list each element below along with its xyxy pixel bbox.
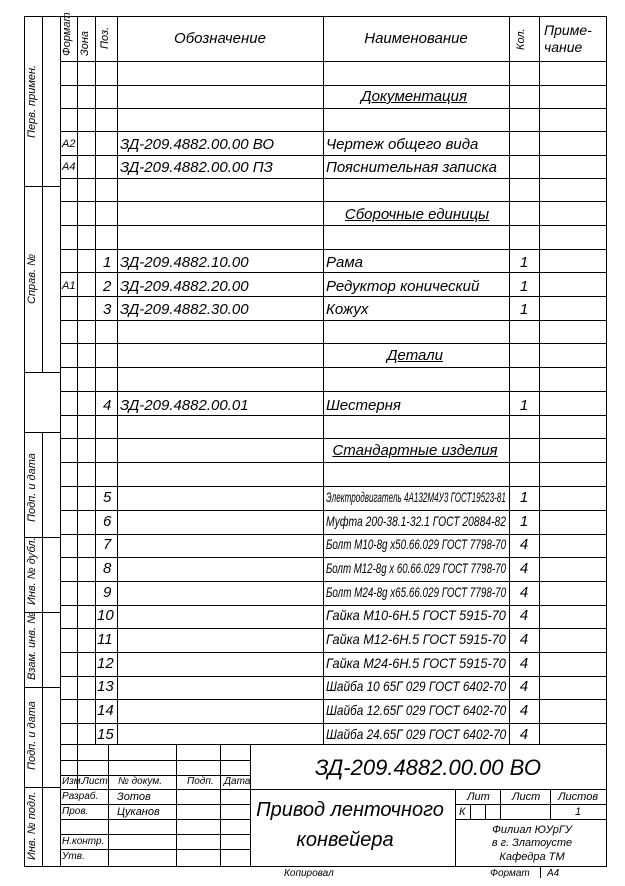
row-designation: ЗД-209.4882.00.00 ПЗ: [120, 159, 273, 176]
row-name: Болт М10-8g х50.66.029 ГОСТ 7798-70: [326, 536, 507, 552]
sidebar-mid-line-upper: [42, 16, 43, 372]
row-format: А1: [62, 280, 76, 292]
frame-right: [606, 16, 607, 867]
frame-left: [60, 16, 61, 867]
row-name: Кожух: [326, 301, 369, 318]
tb-data: Дата: [224, 776, 251, 787]
row-line: [60, 438, 607, 439]
footer-kopiroval: Копировал: [284, 868, 334, 879]
row-name: Рама: [326, 254, 363, 271]
row-name: Гайка М12-6Н.5 ГОСТ 5915-70: [326, 631, 506, 647]
header-format: Формат: [61, 12, 73, 56]
tb-razrab: Разраб.: [62, 791, 99, 802]
tb-line-760: [60, 760, 250, 761]
tb-listov-value: 1: [575, 806, 582, 818]
row-designation: ЗД-209.4882.00.00 ВО: [120, 136, 275, 153]
row-pos: 1: [103, 254, 112, 271]
row-qty: 4: [519, 655, 529, 672]
sidebar-vzam-inv: Взам. инв. №: [26, 611, 38, 680]
header-note-line2: чание: [544, 39, 583, 55]
sidebar-div-6: [24, 687, 61, 688]
row-name: Муфта 200-38.1-32.1 ГОСТ 20884-82: [326, 513, 507, 529]
sidebar-top-line: [24, 16, 61, 17]
row-pos: 6: [103, 513, 112, 530]
tb-line-850: [60, 849, 250, 850]
header-pos: Поз.: [99, 26, 111, 49]
footer-format-box-left: [540, 866, 541, 878]
row-pos: 8: [103, 560, 112, 577]
row-name: Чертеж общего вида: [326, 136, 479, 153]
footer-format: Формат: [490, 868, 530, 879]
row-line: [60, 699, 607, 700]
row-line: [60, 557, 607, 558]
tb-line-835: [60, 834, 250, 835]
row-line: [60, 155, 607, 156]
section-assemblies: Сборочные единицы: [344, 206, 490, 223]
row-line: [60, 652, 607, 653]
row-line: [60, 367, 607, 368]
row-line: [60, 676, 607, 677]
tb-prov-name: Цуканов: [117, 806, 160, 818]
tb-vline-list-h: [500, 789, 501, 819]
section-parts: Детали: [386, 347, 444, 364]
row-pos: 12: [97, 655, 114, 672]
tb-document-code: ЗД-209.4882.00.00 ВО: [315, 755, 541, 780]
tb-hline-lit-2: [455, 819, 607, 820]
row-line: [60, 534, 607, 535]
row-name: Гайка М10-6Н.5 ГОСТ 5915-70: [326, 607, 506, 623]
row-designation: ЗД-209.4882.20.00: [120, 278, 249, 295]
footer-format-value: А4: [547, 868, 560, 879]
row-name: Болт М12-8g х 60.66.029 ГОСТ 7798-70: [326, 560, 506, 576]
row-qty: 4: [519, 560, 529, 577]
row-qty: 4: [519, 607, 529, 624]
tb-razrab-name: Зотов: [117, 791, 151, 803]
sidebar-div-2: [24, 372, 61, 373]
row-format: А2: [62, 138, 76, 150]
row-name: Шайба 24.65Г 029 ГОСТ 6402-70: [326, 726, 507, 742]
row-pos: 15: [97, 726, 114, 743]
tb-vline-lit: [455, 789, 456, 867]
tb-line-790: [60, 789, 607, 790]
tb-utv: Утв.: [62, 851, 85, 862]
row-name: Гайка М24-6Н.5 ГОСТ 5915-70: [326, 655, 506, 671]
row-qty: 1: [519, 397, 529, 414]
tb-top-line: [60, 744, 607, 745]
tb-org-line2: в г. Златоусте: [491, 837, 573, 849]
tb-list: Лист: [82, 776, 108, 787]
row-qty: 1: [519, 489, 529, 506]
row-designation: ЗД-209.4882.00.01: [120, 397, 249, 414]
row-name: Шайба 12.65Г 029 ГОСТ 6402-70: [326, 702, 507, 718]
header-designation: Обозначение: [174, 30, 266, 47]
row-qty: 4: [519, 678, 529, 695]
sidebar-inv-dubl: Инв. № дубл.: [26, 537, 38, 605]
row-name: Пояснительная записка: [326, 159, 497, 176]
tb-title-line2: конвейера: [296, 829, 394, 851]
col-format-line: [77, 16, 78, 744]
tb-vline-listov: [550, 789, 551, 819]
tb-vline-data: [250, 744, 251, 867]
row-pos: 4: [103, 397, 112, 414]
row-qty: 4: [519, 536, 529, 553]
row-line: [60, 343, 607, 344]
row-pos: 9: [103, 584, 112, 601]
col-name-line: [509, 16, 510, 744]
row-pos: 11: [97, 631, 113, 648]
sidebar-mid-line-lower: [42, 432, 43, 867]
section-standard: Стандартные изделия: [332, 442, 498, 459]
row-line: [60, 581, 607, 582]
row-line: [60, 486, 607, 487]
row-line: [60, 225, 607, 226]
sidebar-perv-primen: Перв. примен.: [26, 64, 38, 138]
row-name: Шестерня: [326, 397, 401, 414]
row-designation: ЗД-209.4882.10.00: [120, 254, 249, 271]
header-note-line1: Приме-: [544, 22, 592, 38]
sidebar-div-7: [24, 787, 61, 788]
row-line: [60, 272, 607, 273]
row-qty: 1: [519, 513, 529, 530]
row-name: Редуктор конический: [326, 278, 480, 295]
tb-listov: Листов: [558, 791, 599, 803]
row-name: Электродвигатель 4А132М4У3 ГОСТ19523-81: [326, 489, 506, 505]
row-pos: 10: [97, 607, 114, 624]
row-qty: 4: [519, 702, 529, 719]
row-line: [60, 178, 607, 179]
row-line: [60, 108, 607, 109]
row-pos: 2: [103, 278, 112, 295]
tb-doc-no: № докум.: [118, 776, 163, 787]
row-pos: 13: [97, 678, 114, 695]
header-bottom-line: [60, 61, 607, 62]
col-qty-line: [539, 16, 540, 744]
tb-vline-lit-b: [485, 804, 486, 819]
row-qty: 4: [519, 631, 529, 648]
tb-org-line3: Кафедра ТМ: [499, 851, 565, 863]
row-name: Болт М24-8g х65.66.029 ГОСТ 7798-70: [326, 584, 507, 600]
tb-vline-podp: [220, 744, 221, 867]
row-pos: 5: [103, 489, 112, 506]
tb-vline-lit-a: [470, 804, 471, 819]
row-qty: 4: [519, 584, 529, 601]
row-line: [60, 131, 607, 132]
header-zone: Зона: [79, 30, 91, 56]
row-line: [60, 320, 607, 321]
row-line: [60, 605, 607, 606]
sidebar-sprav-no: Справ. №: [26, 254, 38, 304]
header-qty: Кол.: [515, 28, 527, 50]
sidebar-div-3: [24, 432, 61, 433]
row-pos: 14: [97, 702, 114, 719]
row-line: [60, 85, 607, 86]
row-name: Шайба 10 65Г 029 ГОСТ 6402-70: [326, 678, 507, 694]
tb-hline-lit-1: [455, 804, 607, 805]
row-line: [60, 510, 607, 511]
tb-org-line1: Филиал ЮУрГУ: [492, 824, 572, 836]
row-pos: 7: [103, 536, 112, 553]
row-pos: 3: [103, 301, 112, 318]
row-format: А4: [62, 161, 76, 173]
col-designation-line: [323, 16, 324, 744]
tb-nkontr: Н.контр.: [62, 836, 105, 847]
tb-line-805: [60, 804, 250, 805]
tb-vline-list: [108, 744, 109, 867]
tb-izm: Изм.: [62, 776, 84, 787]
frame-top: [60, 16, 607, 17]
row-line: [60, 391, 607, 392]
row-line: [60, 628, 607, 629]
tb-prov: Пров.: [62, 806, 89, 817]
tb-vline-doc: [176, 744, 177, 867]
sidebar-podp-data-1: Подп. и дата: [26, 453, 38, 522]
header-name: Наименование: [364, 30, 468, 47]
col-pos-line: [117, 16, 118, 744]
row-qty: 4: [519, 726, 529, 743]
row-qty: 1: [519, 278, 529, 295]
tb-lit: Лит: [467, 791, 490, 803]
tb-line-820: [60, 819, 250, 820]
tb-podp: Подп.: [187, 776, 214, 787]
tb-title-line1: Привод ленточного: [256, 799, 444, 821]
row-line: [60, 249, 607, 250]
sidebar-podp-data-2: Подп. и дата: [26, 701, 38, 770]
row-line: [60, 201, 607, 202]
section-documentation: Документация: [361, 88, 467, 105]
row-line: [60, 415, 607, 416]
col-zone-line: [95, 16, 96, 744]
sidebar-inv-podl: Инв. № подл.: [26, 791, 38, 860]
sidebar-div-1: [24, 186, 61, 187]
row-designation: ЗД-209.4882.30.00: [120, 301, 249, 318]
sidebar-outer-line: [24, 16, 25, 867]
tb-lit-k: К: [459, 806, 466, 818]
row-qty: 1: [519, 301, 529, 318]
row-line: [60, 723, 607, 724]
tb-list-header: Лист: [512, 791, 541, 803]
row-line: [60, 462, 607, 463]
frame-bottom: [24, 866, 607, 867]
row-qty: 1: [519, 254, 529, 271]
row-line: [60, 296, 607, 297]
